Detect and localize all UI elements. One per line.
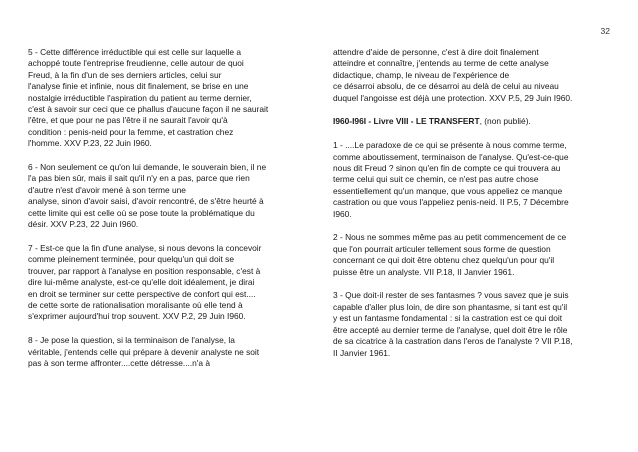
text-line: de cette sorte de rationalisation moralisante où elle tend à — [28, 299, 243, 310]
text-line: 5 - Cette différence irréductible qui est celle sur laquelle a — [28, 47, 242, 57]
text-line: 2 - Nous ne sommes même pas au petit commencement de ce — [333, 232, 567, 243]
paragraph-2 — [333, 232, 617, 278]
paragraph-1 — [333, 140, 617, 220]
text-line: essentiellement qu'un manque, que vous appeliez ce manque — [333, 185, 563, 196]
right-column — [333, 47, 617, 371]
text-line: trouver, par rapport à l'analyse en position responsable, c'est à — [28, 265, 261, 276]
text-line: cette limite qui est celle où se pose toute la problématique du — [28, 207, 255, 218]
text-line: l'analyse finie et infinie, nous dit finalement, se brise en une — [28, 81, 249, 92]
text-line: 7 - Est-ce que la fin d'une analyse, si nous devons la concevoir — [28, 242, 262, 253]
paragraph-8 — [28, 335, 310, 369]
text-line: véritable, j'entends celle qui prépare à devenir analyste ne soit — [28, 346, 260, 357]
text-line: y est un fantasme fondamental : si la castration est ce qui doit — [333, 313, 563, 324]
text-line: ce désarroi absolu, de ce désarroi au delà de celui au niveau — [333, 81, 559, 92]
text-line: terme celui qui suit ce chemin, ce n'est pas autre chose — [333, 174, 539, 185]
text-line: s'exprimer aujourd'hui trop souvent. XXV P.2, 29 Juin I960. — [28, 311, 246, 322]
text-line: didactique, champ, le niveau de l'expérience de — [333, 69, 510, 80]
text-line: l'être, et que pour ne pas l'être il ne saurait l'avoir qu'à — [28, 115, 228, 126]
section-heading-title: I960-I96I - Livre VIII - LE TRANSFERT — [333, 116, 480, 127]
paragraph-continued — [333, 47, 617, 104]
section-heading — [333, 116, 617, 127]
text-line: atteindre et connaître, j'entends au terme de cette analyse — [333, 58, 549, 69]
text-line: condition : penis-neid pour la femme, et castration chez — [28, 126, 234, 137]
text-line: en droit se terminer sur cette perspective de confort qui est.... — [28, 288, 256, 299]
text-line: nostalgie irréductible l'aspiration du patient au terme dernier, — [28, 92, 252, 103]
paragraph-6 — [28, 162, 310, 230]
section-heading-note: , (non publié). — [479, 116, 531, 127]
text-line: II Janvier 1961. — [333, 347, 391, 358]
text-line: duquel l'angoisse est déjà une protection. XXV P.5, 29 Juin I960. — [333, 92, 573, 103]
text-line: pas à son terme affronter....cette détresse....n'a à — [28, 357, 211, 368]
page-number: 32 — [600, 26, 610, 36]
text-line: comme aboutissement, terminaison de l'analyse. Qu'est-ce-que — [333, 151, 569, 162]
text-line: 6 - Non seulement ce qu'on lui demande, le souverain bien, il ne — [28, 162, 267, 173]
text-line: désir. XXV P.23, 22 Juin I960. — [28, 219, 139, 230]
text-line: l'homme. XXV P.23, 22 Juin I960. — [28, 138, 152, 149]
paragraph-5 — [28, 47, 310, 150]
text-line: 3 - Que doit-il rester de ses fantasmes ? vous savez que je suis — [333, 290, 569, 301]
text-line: dire lui-même analyste, est-ce qu'elle doit idéalement, je dirai — [28, 277, 255, 288]
left-column — [28, 47, 310, 382]
text-line: d'autre n'est d'avoir mené à son terme une — [28, 184, 186, 195]
text-line: capable d'aller plus loin, de dire son phantasme, si tant est qu'il — [333, 301, 568, 312]
text-line: I960. — [333, 208, 352, 219]
text-line: comme pleinement terminée, pour quelqu'un qui doit se — [28, 254, 234, 265]
text-line: c'est à savoir sur ceci que ce phallus d'aucune façon il ne saurait — [28, 104, 269, 115]
paragraph-3 — [333, 290, 617, 358]
text-line: analyse, sinon d'avoir saisi, d'avoir rencontré, de s'être heurté à — [28, 196, 264, 207]
text-line: 1 - ....Le paradoxe de ce qui se présente à nous comme terme, — [333, 140, 567, 151]
text-line: concernant ce qui doit être obtenu chez quelqu'un pour qu'il — [333, 255, 555, 266]
text-line: que l'on pourrait articuler tellement sous forme de question — [333, 243, 551, 254]
text-line: 8 - Je pose la question, si la terminaison de l'analyse, la — [28, 335, 235, 346]
text-line: être accepté au dernier terme de l'analyse, quel doit être le rôle — [333, 324, 568, 335]
text-line: attendre d'aide de personne, c'est à dire doit finalement — [333, 47, 539, 57]
text-line: de sa cicatrice à la castration dans l'eros de l'analyste ? VII P.18, — [333, 336, 573, 347]
paragraph-7 — [28, 243, 310, 323]
text-line: Freud, à la fin d'un de ses derniers articles, celui sur — [28, 69, 222, 80]
text-line: nous dit Freud ? sinon qu'en fin de compte ce qui trouvera au — [333, 163, 561, 174]
text-line: castration ou que vous l'appeliez penis-neid. II P.5, 7 Décembre — [333, 197, 569, 208]
text-line: l'a pas bien sûr, mais il sait qu'il n'y en a pas, parce que rien — [28, 173, 250, 184]
text-line: puisse être un analyste. VII P.18, II Janvier 1961. — [333, 266, 515, 277]
text-line: achoppé toute l'entreprise freudienne, celle autour de quoi — [28, 58, 244, 69]
